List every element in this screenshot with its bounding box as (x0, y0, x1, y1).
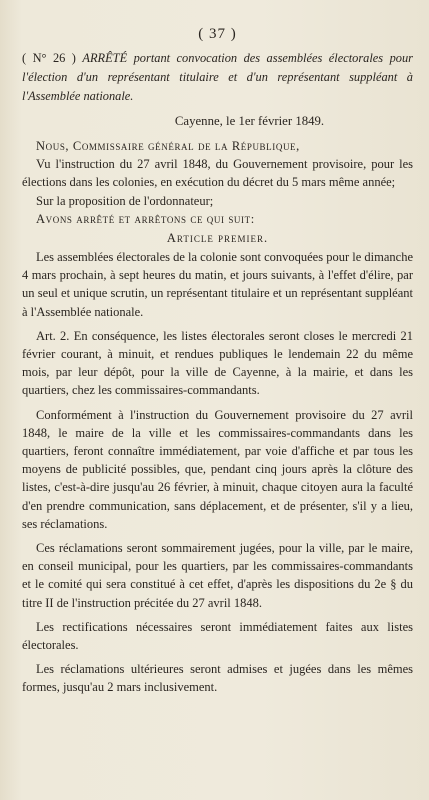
conformement-paragraph: Conformément à l'instruction du Gouvernement provisoire du 27 avril 1848, le maire de la ville et les commissaires-commandants dans les quartiers, feront connaître immédiatement, par voie d'affiche et par tous les moyens de publicité possibles, que, pendant cinq jours après la clôture des listes, c'est-à-dire jusqu'au 26 février, à minuit, chaque citoyen aura la faculté d'en prendre communication, sans déplacement, et de présenter, s'il y a lieu, ses réclamations. (22, 407, 413, 531)
page-number: ( 37 ) (198, 26, 237, 42)
reclamations-ulterieures-paragraph: Les réclamations ultérieures seront admises et jugées dans les mêmes formes, jusqu'au 2 mars inclusivement. (22, 662, 413, 695)
decree-number: ( N° 26 ) (22, 51, 76, 65)
preamble-avons: Avons arrêté et arrêtons ce qui suit: (36, 211, 255, 226)
article-2-text: Art. 2. En conséquence, les listes électorales seront closes le mercredi 21 février courant, à minuit, et rendues publiques le lendemain 22 du même mois, par leur dépôt, pour la ville de Cayenne, à la mairie, et dans les quartiers, chez les commissaires-commandants. (22, 328, 413, 398)
preamble-vu: Vu l'instruction du 27 avril 1848, du Gouvernement provisoire, pour les élections dans les colonies, en exécution du décret du 5 mars même année; (22, 157, 413, 190)
preamble-proposition: Sur la proposition de l'ordonnateur; (36, 193, 214, 208)
decree-title: ARRÊTÉ portant convocation des assemblées électorales pour l'élection d'un représentant titulaire et d'un représentant suppléant à l'Assemblée nationale. (22, 51, 413, 103)
rectifications-paragraph: Les rectifications nécessaires seront immédiatement faites aux listes électorales. (22, 619, 413, 653)
reclamations-paragraph: Ces réclamations seront sommairement jugées, pour la ville, par le maire, en conseil municipal, pour les quartiers, par les commissaires-commandants et le comité qui sera constitué à cet effet, d'après les dispositions du 2e § du titre II de l'instruction précitée du 27 avril 1848. (22, 541, 413, 610)
date-line: Cayenne, le 1er février 1849. (174, 114, 325, 128)
article-1-text: Les assemblées électorales de la colonie sont convoquées pour le dimanche 4 mars prochain, à sept heures du matin, et jours suivants, à l'effet d'élire, par un seul et unique scrutin, un représentant titulaire et un représentant suppléant à l'Assemblée nationale. (22, 250, 413, 319)
decree-heading (22, 49, 413, 106)
article-premier-title: Article premier. (166, 231, 269, 246)
preamble-nous: Nous, Commissaire général de la République, (36, 139, 300, 153)
